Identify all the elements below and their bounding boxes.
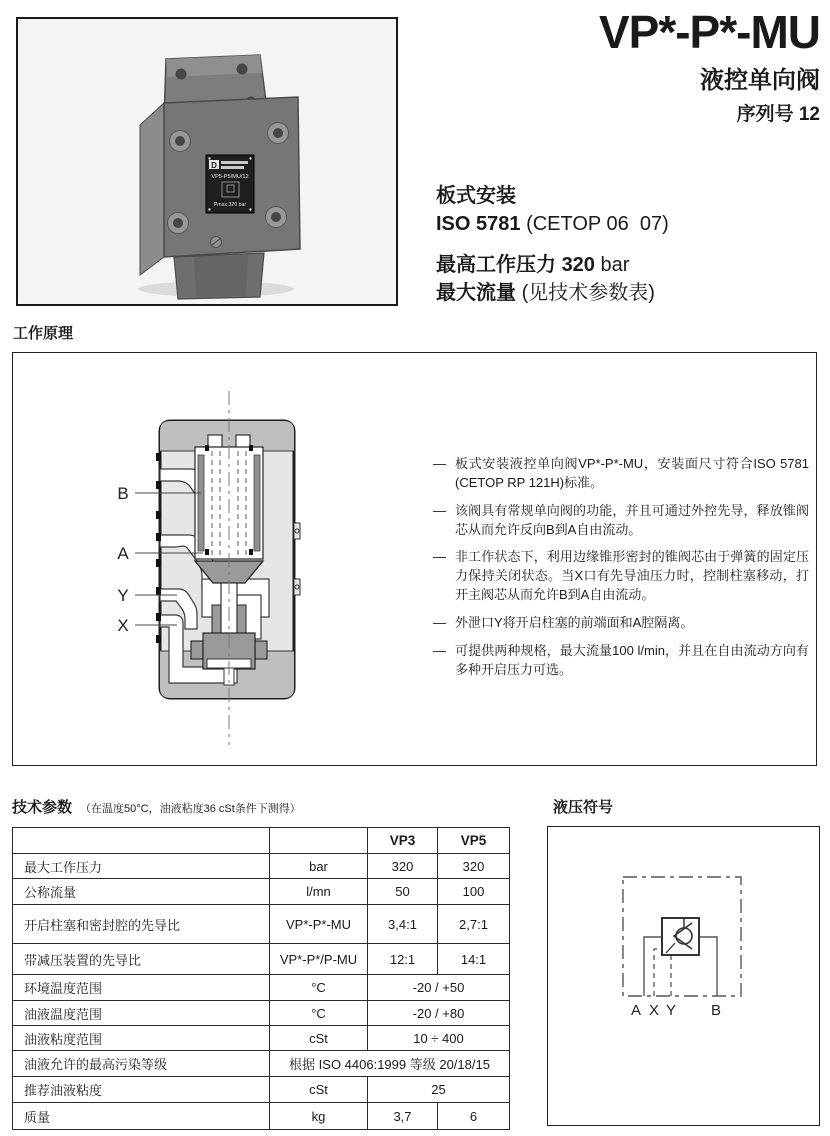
bullet-text: 该阀具有常规单向阀的功能，并且可通过外控先导，释放锥阀芯从而允许反向B到A自由流动。 [455, 502, 809, 537]
hydraulic-symbol-diagram [548, 827, 819, 1125]
row-vp3-value: 320 [368, 854, 438, 879]
header-empty-cell [270, 828, 368, 854]
table-header-row [13, 828, 510, 854]
port-label-a: A [117, 544, 129, 563]
symbol-port-labels [631, 1002, 721, 1019]
port-label-x: X [117, 616, 129, 635]
valve-bottom-face [194, 255, 248, 297]
bullet-dash: — [433, 502, 446, 518]
row-label: 质量 [13, 1103, 270, 1130]
row-vp5-value: 100 [438, 879, 510, 905]
working-principle-box [12, 352, 817, 766]
row-unit: l/mn [270, 879, 368, 905]
table-row [13, 879, 510, 905]
row-label: 最大工作压力 [13, 854, 270, 879]
table-row [13, 1001, 510, 1026]
product-photo-illustration [18, 19, 392, 300]
port-label-y: Y [117, 586, 129, 605]
bullet-text: 板式安装液控单向阀VP*-P*-MU，安装面尺寸符合ISO 5781 (CETOP RP 121H)标准。 [455, 456, 809, 490]
valve-cross-section [91, 383, 401, 753]
row-vp3-value: 3,4:1 [368, 905, 438, 944]
row-unit: cSt [270, 1026, 368, 1051]
row-vp5-value: 2,7:1 [438, 905, 510, 944]
title-block [599, 8, 820, 126]
header-empty-cell [13, 828, 270, 854]
tech-parameters-conditions: （在温度50°C，油液粘度36 cSt条件下测得） [80, 803, 301, 815]
bullet-item [433, 614, 809, 633]
table-row [13, 905, 510, 944]
product-photo-frame [16, 17, 398, 306]
bullet-item [433, 642, 809, 680]
bullet-dash: — [433, 642, 446, 658]
row-unit: kg [270, 1103, 368, 1130]
iso-line [436, 211, 669, 239]
bullet-dash: — [433, 456, 446, 471]
nameplate-pmax: Pmax 320 bar [213, 202, 247, 208]
bullet-item [433, 455, 809, 493]
series-number: 序列号 12 [736, 104, 820, 126]
table-row [13, 944, 510, 975]
table-row [13, 1051, 510, 1077]
flow-note: (见技术参数表) [521, 281, 655, 304]
row-unit: °C [270, 1001, 368, 1026]
table-row [13, 975, 510, 1001]
tech-parameters-table [12, 827, 510, 1130]
working-principle-title: 工作原理 [13, 325, 74, 342]
bullet-item [433, 548, 809, 605]
row-unit: cSt [270, 1077, 368, 1103]
bullet-text: 非工作状态下，利用边缘锥形密封的锥阀芯由于弹簧的固定压力保持关闭状态。当X口有先导油压力时，控制柱塞移动，打开主阀芯从而允许B到A自由流动。 [455, 549, 809, 603]
row-vp5-value: 14:1 [438, 944, 510, 975]
bullet-text: 外泄口Y将开启柱塞的前端面和A腔隔离。 [455, 614, 694, 630]
row-span-value: -20 / +80 [368, 1001, 510, 1026]
tech-parameters-heading [12, 796, 301, 817]
bullet-item [433, 502, 809, 540]
working-principle-bullets [433, 455, 809, 688]
row-label: 开启柱塞和密封腔的先导比 [13, 905, 270, 944]
row-unit: °C [270, 975, 368, 1001]
nameplate-model: VP5-P5/MU/12 [211, 174, 249, 180]
pressure-value: 320 [561, 254, 595, 277]
pilot-line-x [654, 949, 662, 996]
row-label: 带减压装置的先导比 [13, 944, 270, 975]
row-span-value: 10 ÷ 400 [368, 1026, 510, 1051]
column-header-vp5: VP5 [438, 828, 510, 854]
bullet-dash: — [433, 614, 446, 630]
row-fullspan-value: 根据 ISO 4406:1999 等级 20/18/15 [270, 1051, 510, 1077]
flow-line [436, 280, 669, 308]
row-unit: VP*-P*/P-MU [270, 944, 368, 975]
row-span-value: 25 [368, 1077, 510, 1103]
bullet-text: 可提供两种规格，最大流量100 l/min，并且在自由流动方向有多种开启压力可选。 [455, 642, 809, 677]
pressure-unit: bar [594, 254, 630, 277]
row-vp3-value: 50 [368, 879, 438, 905]
mounting-line: 板式安装 [436, 185, 516, 207]
symbol-port-y: Y [665, 1002, 677, 1019]
pressure-line [436, 252, 669, 280]
flow-label: 最大流量 [436, 281, 522, 304]
row-vp3-value: 12:1 [368, 944, 438, 975]
row-unit: bar [270, 854, 368, 879]
nameplate [206, 155, 254, 213]
page-title: VP*-P*-MU [598, 6, 820, 58]
symbol-port-x: X [648, 1002, 660, 1019]
row-vp3-value: 3,7 [368, 1103, 438, 1130]
row-vp5-value: 320 [438, 854, 510, 879]
table-row [13, 854, 510, 879]
row-unit: VP*-P*-MU [270, 905, 368, 944]
valve-type-subtitle: 液控单向阀 [700, 67, 820, 95]
pressure-label: 最高工作压力 [436, 254, 562, 277]
row-label: 环境温度范围 [13, 975, 270, 1001]
row-label: 油液允许的最高污染等级 [13, 1051, 270, 1077]
port-labels [117, 484, 129, 635]
intro-block [436, 183, 669, 307]
row-label: 油液温度范围 [13, 1001, 270, 1026]
iso-standard: ISO 5781 [436, 212, 521, 235]
table-row [13, 1077, 510, 1103]
table-row [13, 1103, 510, 1130]
hydraulic-symbol-title: 液压符号 [553, 799, 614, 816]
symbol-port-a: A [630, 1002, 642, 1019]
row-label: 油液粘度范围 [13, 1026, 270, 1051]
iso-cetop: (CETOP 06 07) [520, 212, 669, 235]
tech-parameters-title: 技术参数 [12, 799, 73, 816]
brand-logo-letter: D [211, 161, 217, 170]
table-row [13, 1026, 510, 1051]
row-span-value: -20 / +50 [368, 975, 510, 1001]
row-label: 推荐油液粘度 [13, 1077, 270, 1103]
hydraulic-symbol-box [547, 826, 820, 1126]
row-label: 公称流量 [13, 879, 270, 905]
bullet-dash: — [433, 549, 446, 565]
symbol-port-b: B [710, 1002, 722, 1019]
column-header-vp3: VP3 [368, 828, 438, 854]
port-label-b: B [117, 484, 129, 503]
row-vp5-value: 6 [438, 1103, 510, 1130]
